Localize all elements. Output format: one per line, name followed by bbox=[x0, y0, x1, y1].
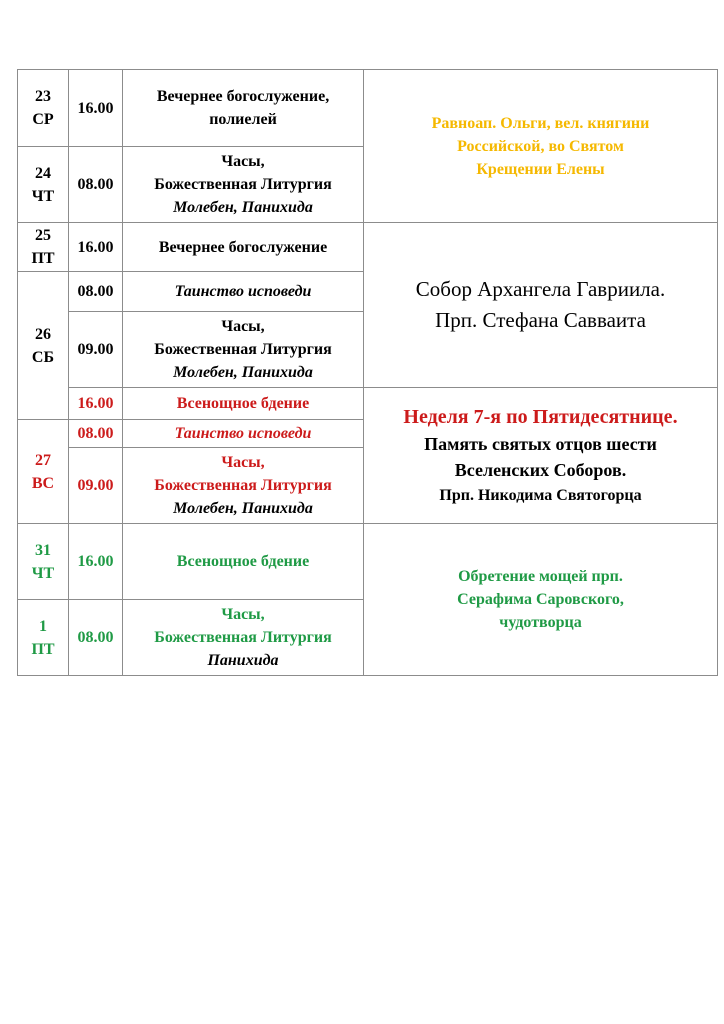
day-number: 27 bbox=[35, 451, 51, 469]
feast-line: Равноап. Ольги, вел. княгини bbox=[431, 114, 650, 132]
table-row bbox=[18, 524, 718, 600]
feast-cell-gabriel bbox=[364, 223, 718, 388]
service-cell bbox=[123, 70, 364, 147]
time-cell: 08.00 bbox=[69, 147, 123, 223]
time-cell: 09.00 bbox=[69, 312, 123, 388]
feast-line: Российской, во Святом bbox=[457, 137, 624, 155]
feast-line: Собор Архангела Гавриила. bbox=[415, 277, 666, 301]
date-cell bbox=[18, 223, 69, 272]
feast-line: Прп. Никодима Святогорца bbox=[439, 486, 642, 504]
service-line: Часы, bbox=[221, 454, 265, 471]
day-of-week: ВС bbox=[31, 474, 55, 492]
feast-line: чудотворца bbox=[499, 614, 582, 631]
day-of-week: СР bbox=[32, 111, 54, 128]
service-cell bbox=[123, 312, 364, 388]
service-cell bbox=[123, 388, 364, 420]
table-row bbox=[18, 388, 718, 420]
table-row bbox=[18, 70, 718, 147]
day-of-week: ЧТ bbox=[31, 187, 55, 205]
day-number: 23 bbox=[35, 88, 51, 105]
time-cell: 16.00 bbox=[69, 223, 123, 272]
service-line: Всенощное бдение bbox=[176, 395, 310, 412]
service-cell bbox=[123, 600, 364, 676]
date-cell bbox=[18, 147, 69, 223]
time-cell: 08.00 bbox=[69, 600, 123, 676]
date-cell bbox=[18, 600, 69, 676]
service-line-italic: Молебен, Панихида bbox=[173, 199, 313, 216]
service-line: Часы, bbox=[221, 153, 265, 170]
service-line: полиелей bbox=[209, 111, 277, 128]
service-line-italic: Таинство исповеди bbox=[174, 283, 312, 300]
service-line: Вечернее богослужение bbox=[158, 238, 328, 256]
date-cell bbox=[18, 524, 69, 600]
time-cell: 16.00 bbox=[69, 388, 123, 420]
day-of-week: ЧТ bbox=[31, 564, 55, 582]
feast-cell-olga bbox=[364, 70, 718, 223]
time-cell: 16.00 bbox=[69, 70, 123, 147]
schedule-table bbox=[17, 69, 718, 676]
day-of-week: СБ bbox=[31, 348, 55, 366]
day-of-week: ПТ bbox=[31, 640, 55, 658]
feast-line: Прп. Стефана Савваита bbox=[435, 308, 646, 332]
day-of-week: ПТ bbox=[31, 250, 55, 267]
feast-line: Серафима Саровского, bbox=[457, 591, 624, 608]
service-cell bbox=[123, 147, 364, 223]
feast-line: Вселенских Соборов. bbox=[454, 459, 627, 480]
feast-line: Крещении Елены bbox=[476, 160, 605, 178]
service-line: Часы, bbox=[221, 606, 265, 623]
service-cell bbox=[123, 272, 364, 312]
date-cell bbox=[18, 70, 69, 147]
service-line: Всенощное бдение bbox=[176, 553, 310, 570]
day-number: 31 bbox=[35, 541, 51, 559]
service-cell bbox=[123, 448, 364, 524]
time-cell: 08.00 bbox=[69, 420, 123, 448]
day-number: 25 bbox=[35, 227, 51, 244]
service-line-italic: Таинство исповеди bbox=[174, 425, 312, 442]
feast-line: Обретение мощей прп. bbox=[458, 568, 623, 585]
service-line-italic: Молебен, Панихида bbox=[173, 364, 313, 381]
table-row bbox=[18, 223, 718, 272]
service-line: Божественная Литургия bbox=[154, 629, 332, 646]
time-cell: 08.00 bbox=[69, 272, 123, 312]
feast-title: Неделя 7-я по Пятидесятнице. bbox=[403, 405, 678, 428]
service-line: Вечернее богослужение, bbox=[156, 88, 330, 105]
service-line: Божественная Литургия bbox=[154, 341, 332, 358]
day-number: 1 bbox=[39, 617, 47, 635]
service-line: Божественная Литургия bbox=[154, 176, 332, 193]
service-line: Часы, bbox=[221, 318, 265, 335]
service-line-italic: Панихида bbox=[207, 652, 279, 669]
service-cell bbox=[123, 223, 364, 272]
day-number: 24 bbox=[35, 164, 51, 182]
feast-cell-seraphim bbox=[364, 524, 718, 676]
date-cell bbox=[18, 420, 69, 524]
date-cell bbox=[18, 272, 69, 420]
service-cell bbox=[123, 420, 364, 448]
time-cell: 09.00 bbox=[69, 448, 123, 524]
feast-cell-week7 bbox=[364, 388, 718, 524]
service-cell bbox=[123, 524, 364, 600]
service-line-italic: Молебен, Панихида bbox=[173, 500, 313, 517]
feast-line: Память святых отцов шести bbox=[424, 433, 657, 454]
day-number: 26 bbox=[35, 325, 51, 343]
time-cell: 16.00 bbox=[69, 524, 123, 600]
service-line: Божественная Литургия bbox=[154, 477, 332, 494]
